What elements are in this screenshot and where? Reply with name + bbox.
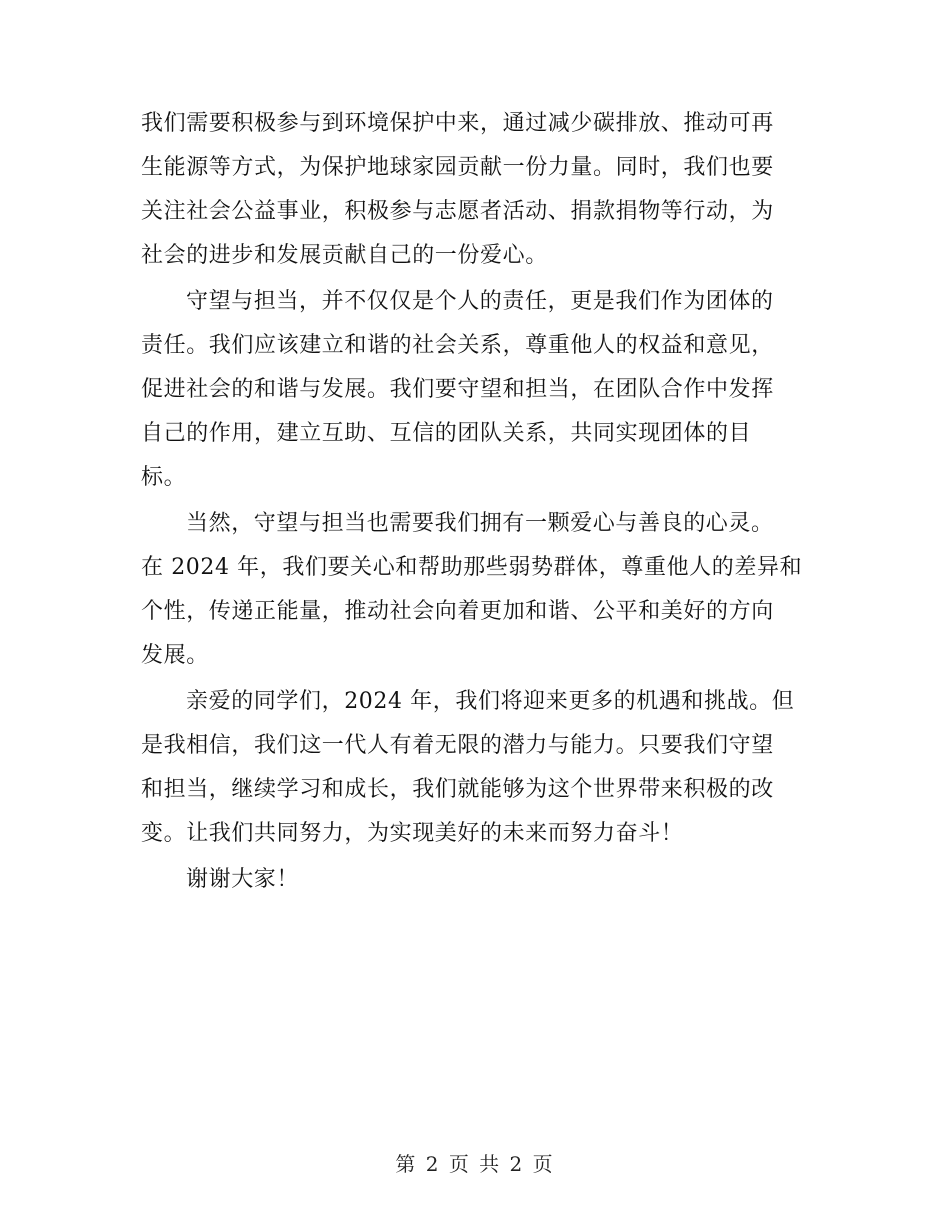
text-line: 我们需要积极参与到环境保护中来，通过减少碳排放、推动可再 <box>141 111 774 136</box>
paragraph <box>141 858 811 902</box>
text-line: 个性，传递正能量，推动社会向着更加和谐、公平和美好的方向 <box>141 599 774 624</box>
text-line: 自己的作用，建立互助、互信的团队关系，共同实现团体的目 <box>141 421 752 446</box>
text-line: 是我相信，我们这一代人有着无限的潜力与能力。只要我们守望 <box>141 733 774 758</box>
paragraph <box>141 280 811 500</box>
text-line: 标。 <box>141 465 187 490</box>
document-body <box>141 102 811 902</box>
page-number-footer: 第 2 页 共 2 页 <box>395 1152 555 1176</box>
text-line: 亲爱的同学们，2024 年，我们将迎来更多的机遇和挑战。但 <box>186 689 795 714</box>
text-line: 变。让我们共同努力，为实现美好的未来而努力奋斗！ <box>141 821 684 846</box>
text-line: 发展。 <box>141 643 209 668</box>
paragraph <box>141 502 811 678</box>
text-line: 关注社会公益事业，积极参与志愿者活动、捐款捐物等行动，为 <box>141 199 774 224</box>
text-line: 生能源等方式，为保护地球家园贡献一份力量。同时，我们也要 <box>141 155 774 180</box>
text-line: 守望与担当，并不仅仅是个人的责任，更是我们作为团体的 <box>186 289 774 314</box>
text-line: 谢谢大家！ <box>186 867 300 892</box>
paragraph <box>141 102 811 278</box>
text-line: 当然，守望与担当也需要我们拥有一颗爱心与善良的心灵。 <box>186 511 774 536</box>
text-line: 社会的进步和发展贡献自己的一份爱心。 <box>141 243 548 268</box>
paragraph <box>141 680 811 856</box>
text-line: 在 2024 年，我们要关心和帮助那些弱势群体，尊重他人的差异和 <box>141 555 803 580</box>
text-line: 责任。我们应该建立和谐的社会关系，尊重他人的权益和意见， <box>141 333 774 358</box>
text-line: 和担当，继续学习和成长，我们就能够为这个世界带来积极的改 <box>141 777 774 802</box>
text-line: 促进社会的和谐与发展。我们要守望和担当，在团队合作中发挥 <box>141 377 774 402</box>
